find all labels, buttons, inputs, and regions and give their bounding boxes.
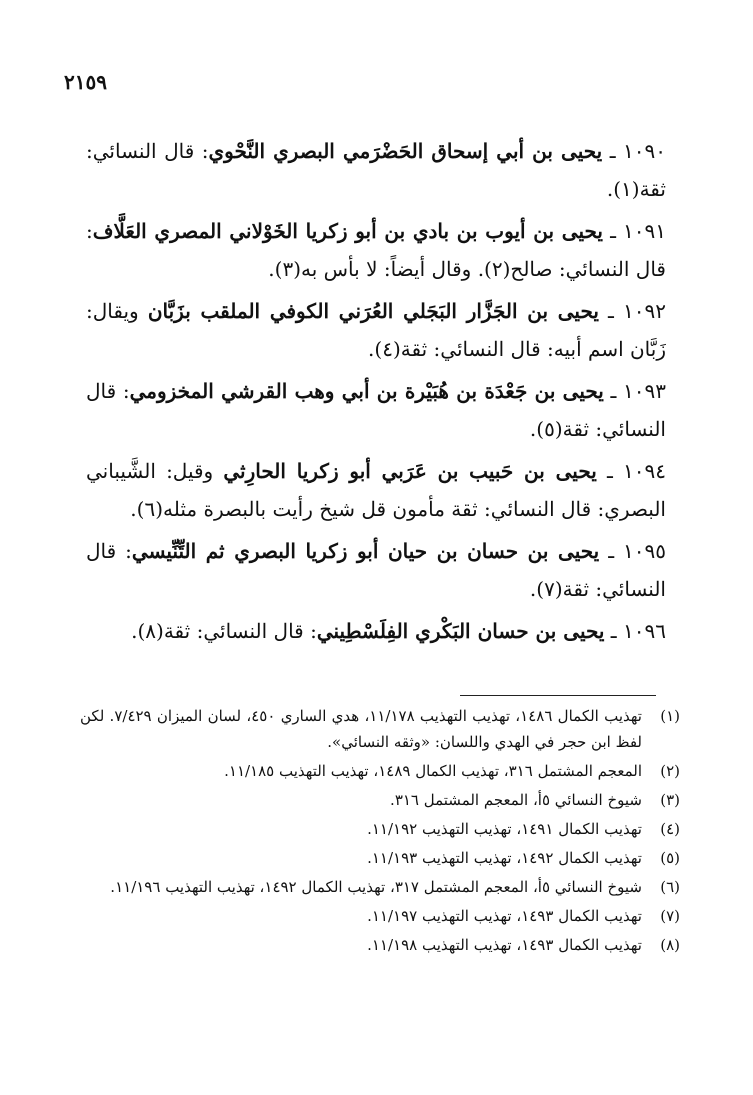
entry-number: ١٠٩٢: [623, 299, 667, 323]
footnote: [80, 845, 680, 871]
entry-name: يحيى بن حسان بن حيان أبو زكريا البصري ثم التِّنِّيسي: [131, 539, 600, 563]
entry: ١٠٩٦ ـ يحيى بن حسان البَكْري الفِلَسْطِيني: قال النسائي: ثقة(٨).: [131, 619, 666, 643]
entry-name: يحيى بن حَبيب بن عَرَبي أبو زكريا الحارِثي: [223, 459, 597, 483]
entry-number: ١٠٩١: [623, 219, 667, 243]
footnote-text: شيوخ النسائي ٥أ، المعجم المشتمل ٣١٦.: [390, 791, 642, 809]
entry-text: : قال النسائي: صالح(٢). وقال أيضاً: لا بأس به(٣).: [86, 219, 666, 281]
footnote: [80, 816, 680, 842]
footnote-text: تهذيب الكمال ١٤٩١، تهذيب التهذيب ١١/١٩٢.: [367, 820, 642, 838]
entry-name: يحيى بن أبي إسحاق الحَضْرَمي البصري النَّحْوي: [208, 139, 603, 163]
footnote-text: تهذيب الكمال ١٤٩٣، تهذيب التهذيب ١١/١٩٨.: [367, 936, 642, 954]
entry-text: وقيل: الشَّيباني البصري: قال النسائي: ثقة مأمون قل شيخ رأيت بالبصرة مثله(٦).: [86, 459, 666, 521]
entry-number: ١٠٩٦: [623, 619, 666, 643]
entry: ١٠٩٣ ـ يحيى بن جَعْدَة بن هُبَيْرة بن أبي وهب القرشي المخزومي: قال النسائي: ثقة(٥).: [86, 379, 667, 441]
entry: ١٠٩٠ ـ يحيى بن أبي إسحاق الحَضْرَمي البصري النَّحْوي: قال النسائي: ثقة(١).: [86, 139, 667, 201]
entry: ١٠٩٢ ـ يحيى بن الجَزَّار البَجَلي العُرَني الكوفي الملقب بزَبَّان ويقال: زَبَّان اسم أبيه: قال النسائي: ثقة(٤).: [86, 299, 667, 361]
footnote: [80, 932, 680, 958]
entry: ١٠٩٥ ـ يحيى بن حسان بن حيان أبو زكريا البصري ثم التِّنِّيسي: قال النسائي: ثقة(٧).: [86, 539, 667, 601]
footnote-text: شيوخ النسائي ٥أ، المعجم المشتمل ٣١٧، تهذيب الكمال ١٤٩٢، تهذيب التهذيب ١١/١٩٦.: [110, 878, 642, 896]
entry-name: يحيى بن جَعْدَة بن هُبَيْرة بن أبي وهب القرشي المخزومي: [129, 379, 604, 403]
footnote-mark: (٧): [660, 907, 680, 925]
page-number: ٢١٥٩: [64, 70, 107, 94]
footnote-mark: (١): [660, 707, 680, 725]
footnote-mark: (٤): [660, 820, 680, 838]
footnote-mark: (٨): [660, 936, 680, 954]
footnotes-list: [80, 703, 680, 961]
entry-text: : قال النسائي: ثقة(٥).: [86, 379, 666, 441]
entry-name: يحيى بن أيوب بن بادي بن أبو زكريا الخَوْلاني المصري العَلَّاف: [92, 219, 603, 243]
footnote-divider: [460, 695, 656, 696]
entries-list: [86, 132, 666, 654]
footnote-mark: (٢): [660, 762, 680, 780]
footnote-text: تهذيب الكمال ١٤٨٦، تهذيب التهذيب ١١/١٧٨، هدي الساري ٤٥٠، لسان الميزان ٧/٤٢٩. لكن لفظ ابن حجر في الهدي واللسان: «وثقه النسائي».: [80, 707, 642, 751]
entry-number: ١٠٩٠: [623, 139, 667, 163]
footnote-mark: (٦): [660, 878, 680, 896]
footnote: [80, 758, 680, 784]
footnote-text: تهذيب الكمال ١٤٩٣، تهذيب التهذيب ١١/١٩٧.: [367, 907, 642, 925]
entry: ١٠٩٤ ـ يحيى بن حَبيب بن عَرَبي أبو زكريا الحارِثي وقيل: الشَّيباني البصري: قال النسائي: ثقة مأمون قل شيخ رأيت بالبصرة مثله(٦).: [86, 459, 666, 521]
entry-name: يحيى بن حسان البَكْري الفِلَسْطِيني: [316, 619, 605, 643]
entry-text: : قال النسائي: ثقة(٨).: [131, 619, 317, 643]
entry-number: ١٠٩٣: [623, 379, 667, 403]
footnote-mark: (٣): [660, 791, 680, 809]
entry-text: : قال النسائي: ثقة(٧).: [86, 539, 666, 601]
footnote-text: تهذيب الكمال ١٤٩٢، تهذيب التهذيب ١١/١٩٣.: [367, 849, 642, 867]
entry-number: ١٠٩٥: [623, 539, 667, 563]
entry-number: ١٠٩٤: [623, 459, 666, 483]
footnote: [80, 703, 680, 755]
entry-text: : قال النسائي: ثقة(١).: [86, 139, 666, 201]
footnote: [80, 874, 680, 900]
entry: ١٠٩١ ـ يحيى بن أيوب بن بادي بن أبو زكريا الخَوْلاني المصري العَلَّاف: قال النسائي: صالح(٢). وقال أيضاً: لا بأس به(٣).: [86, 219, 667, 281]
footnote-text: المعجم المشتمل ٣١٦، تهذيب الكمال ١٤٨٩، تهذيب التهذيب ١١/١٨٥.: [224, 762, 642, 780]
footnote: [80, 903, 680, 929]
entry-name: يحيى بن الجَزَّار البَجَلي العُرَني الكوفي الملقب بزَبَّان: [147, 299, 599, 323]
entry-text: ويقال: زَبَّان اسم أبيه: قال النسائي: ثقة(٤).: [86, 299, 666, 361]
footnote-mark: (٥): [660, 849, 680, 867]
footnote: [80, 787, 680, 813]
